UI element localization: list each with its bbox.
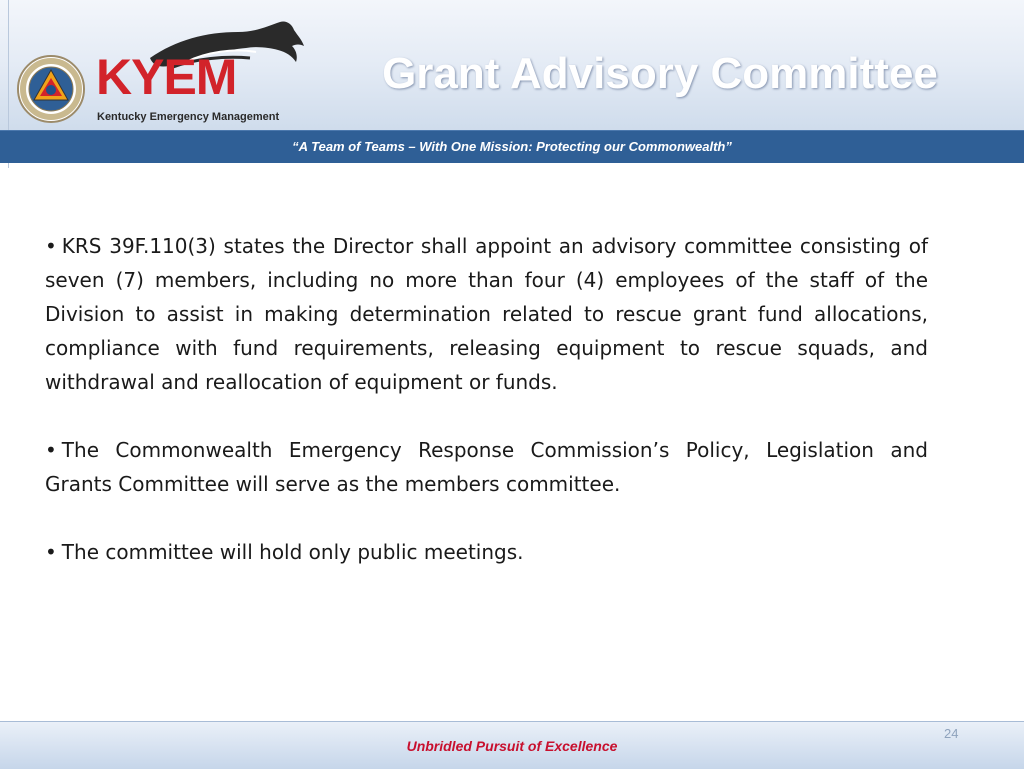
bullet-text: KRS 39F.110(3) states the Director shall appoint an advisory committee consisting of seven (7) members, including no more than four (4) employees of the staff of the Division to assist in making determination related to rescue grant fund allocations, compliance with fund requirements, releasing equipment to rescue squads, and withdrawal and reallocation of equipment or funds. — [45, 234, 928, 394]
tagline-text: “A Team of Teams – With One Mission: Protecting our Commonwealth” — [292, 139, 732, 154]
page-title: Grant Advisory Committee — [382, 49, 938, 98]
footer-slogan: Unbridled Pursuit of Excellence — [406, 738, 618, 754]
list-item — [45, 535, 928, 569]
list-item — [45, 433, 928, 501]
bullet-list — [45, 229, 928, 569]
bullet-icon: • — [45, 540, 57, 564]
page-number: 24 — [944, 726, 959, 741]
list-item — [45, 229, 928, 399]
tagline-banner — [0, 130, 1024, 163]
logo-wordmark: KYEM — [96, 49, 237, 105]
bullet-icon: • — [45, 234, 57, 258]
kyem-seal-icon — [16, 54, 86, 124]
logo-subtitle: Kentucky Emergency Management — [97, 111, 280, 123]
bullet-icon: • — [45, 438, 57, 462]
bullet-text: The committee will hold only public meetings. — [61, 540, 524, 564]
bullet-text: The Commonwealth Emergency Response Commission’s Policy, Legislation and Grants Committee will serve as the members committee. — [45, 438, 928, 496]
